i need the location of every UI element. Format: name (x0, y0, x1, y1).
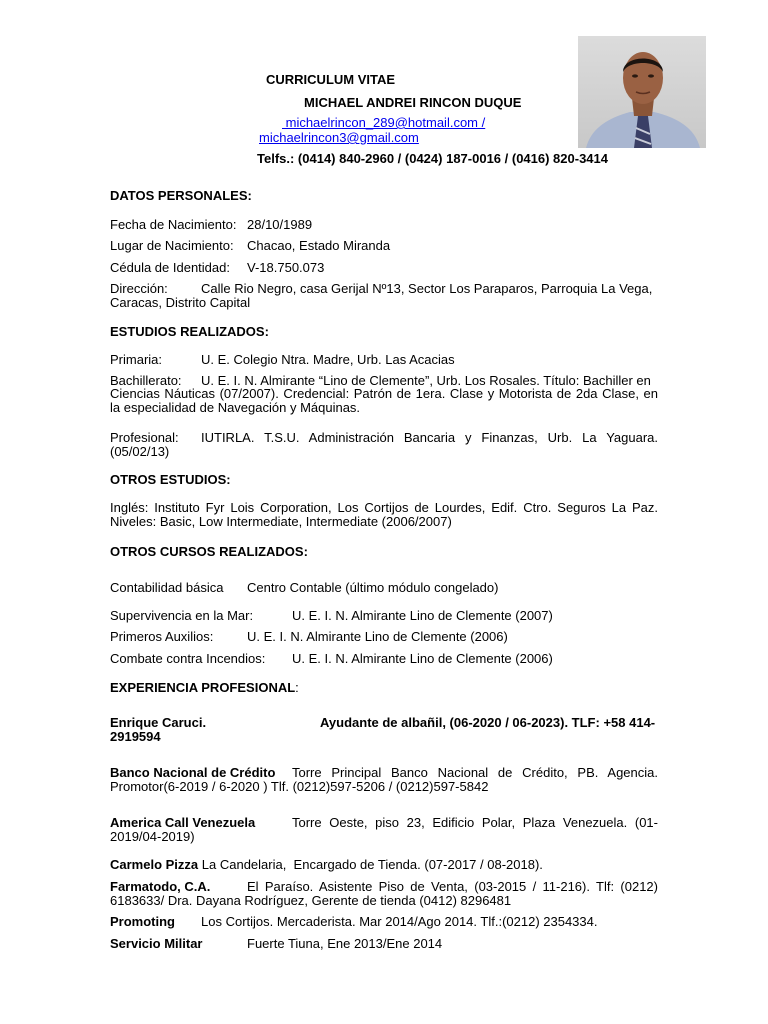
section-heading-estudios: ESTUDIOS REALIZADOS: (110, 324, 269, 339)
job-detail-servicio: Fuerte Tiuna, Ene 2013/Ene 2014 (247, 936, 443, 951)
professional-value: IUTIRLA. T.S.U. Administración Bancaria y Finanzas, Urb. La Yaguara. (201, 430, 658, 445)
job-company-servicio: Servicio Militar (110, 936, 203, 951)
professional-label: Profesional: (110, 430, 179, 445)
job-carmelo (110, 857, 543, 872)
section-heading-datos: DATOS PERSONALES: (110, 188, 252, 203)
email-link-hotmail[interactable]: michaelrincon_289@hotmail.com / (282, 115, 486, 130)
cv-title: CURRICULUM VITAE (266, 72, 396, 87)
address-value: Calle Rio Negro, casa Gerijal Nº13, Sector Los Paraparos, Parroquia La Vega, (201, 281, 653, 296)
job-company-promoting: Promoting (110, 914, 175, 929)
profile-photo (578, 36, 706, 148)
section-heading-experiencia (110, 680, 299, 695)
experience-heading-text: EXPERIENCIA PROFESIONAL (110, 680, 296, 695)
job-detail-farmatodo-cont: 6183633/ Dra. Dayana Rodríguez, Gerente de tienda (0412) 8296481 (110, 893, 512, 908)
address-label: Dirección: (110, 281, 168, 296)
job-detail-farmatodo: El Paraíso. Asistente Piso de Venta, (03-2015 / 11-216). Tlf: (0212) (247, 879, 658, 894)
job-company-carmelo: Carmelo Pizza (110, 857, 199, 872)
highschool-label: Bachillerato: (110, 373, 182, 388)
course-accounting-label: Contabilidad básica (110, 580, 224, 595)
job-detail-promoting: Los Cortijos. Mercaderista. Mar 2014/Ago 2014. Tlf.:(0212) 2354334. (201, 914, 598, 929)
course-survival-label: Supervivencia en la Mar: (110, 608, 254, 623)
job-detail-bnc: Torre Principal Banco Nacional de Crédito, PB. Agencia. (292, 765, 658, 780)
job-detail-americacall-cont: 2019/04-2019) (110, 829, 195, 844)
job-detail-caruci: Ayudante de albañil, (06-2020 / 06-2023). TLF: +58 414- (320, 715, 656, 730)
phone-numbers: Telfs.: (0414) 840-2960 / (0424) 187-0016 / (0416) 820-3414 (257, 151, 608, 166)
job-company-americacall: America Call Venezuela (110, 815, 256, 830)
job-detail-caruci-cont: 2919594 (110, 729, 161, 744)
course-firefighting-label: Combate contra Incendios: (110, 651, 266, 666)
id-label: Cédula de Identidad: (110, 260, 230, 275)
birthdate-value: 28/10/1989 (247, 217, 313, 232)
course-accounting-value: Centro Contable (último módulo congelado) (247, 580, 499, 595)
section-heading-otros-estudios: OTROS ESTUDIOS: (110, 472, 231, 487)
course-firstaid-label: Primeros Auxilios: (110, 629, 214, 644)
course-firstaid-value: U. E. I. N. Almirante Lino de Clemente (2006) (247, 629, 508, 644)
birthplace-value: Chacao, Estado Miranda (247, 238, 391, 253)
highschool-value-cont: Ciencias Náuticas (07/2007). Credencial: Patrón de 1era. Clase y Motorista de 2da Clase, en la especialidad de Navegación y Máquinas. (110, 386, 658, 415)
address-value-cont: Caracas, Distrito Capital (110, 295, 251, 310)
section-heading-cursos: OTROS CURSOS REALIZADOS: (110, 544, 308, 559)
job-company-farmatodo: Farmatodo, C.A. (110, 879, 211, 894)
english-studies: Inglés: Instituto Fyr Lois Corporation, Los Cortijos de Lourdes, Edif. Ctro. Seguros La Paz. Niveles: Basic, Low Intermediate, Intermediate (2006/2007) (110, 500, 658, 529)
primary-value: U. E. Colegio Ntra. Madre, Urb. Las Acacias (201, 352, 455, 367)
birthplace-label: Lugar de Nacimiento: (110, 238, 234, 253)
birthdate-label: Fecha de Nacimiento: (110, 217, 237, 232)
email-link-gmail[interactable]: michaelrincon3@gmail.com (259, 130, 419, 145)
id-value: V-18.750.073 (247, 260, 325, 275)
primary-label: Primaria: (110, 352, 163, 367)
job-company-bnc: Banco Nacional de Crédito (110, 765, 276, 780)
highschool-value: U. E. I. N. Almirante “Lino de Clemente”, Urb. Los Rosales. Título: Bachiller en (201, 373, 651, 388)
candidate-name: MICHAEL ANDREI RINCON DUQUE (304, 95, 522, 110)
job-detail-carmelo: La Candelaria, Encargado de Tienda. (07-2017 / 08-2018). (198, 857, 543, 872)
job-detail-bnc-cont: Promotor(6-2019 / 6-2020 ) Tlf. (0212)597-5206 / (0212)597-5842 (110, 779, 489, 794)
job-detail-americacall: Torre Oeste, piso 23, Edificio Polar, Plaza Venezuela. (01- (292, 815, 658, 830)
course-survival-value: U. E. I. N. Almirante Lino de Clemente (2007) (292, 608, 553, 623)
job-company-caruci: Enrique Caruci. (110, 715, 207, 730)
experience-heading-colon: : (295, 680, 299, 695)
professional-value-cont: (05/02/13) (110, 444, 170, 459)
course-firefighting-value: U. E. I. N. Almirante Lino de Clemente (2006) (292, 651, 553, 666)
